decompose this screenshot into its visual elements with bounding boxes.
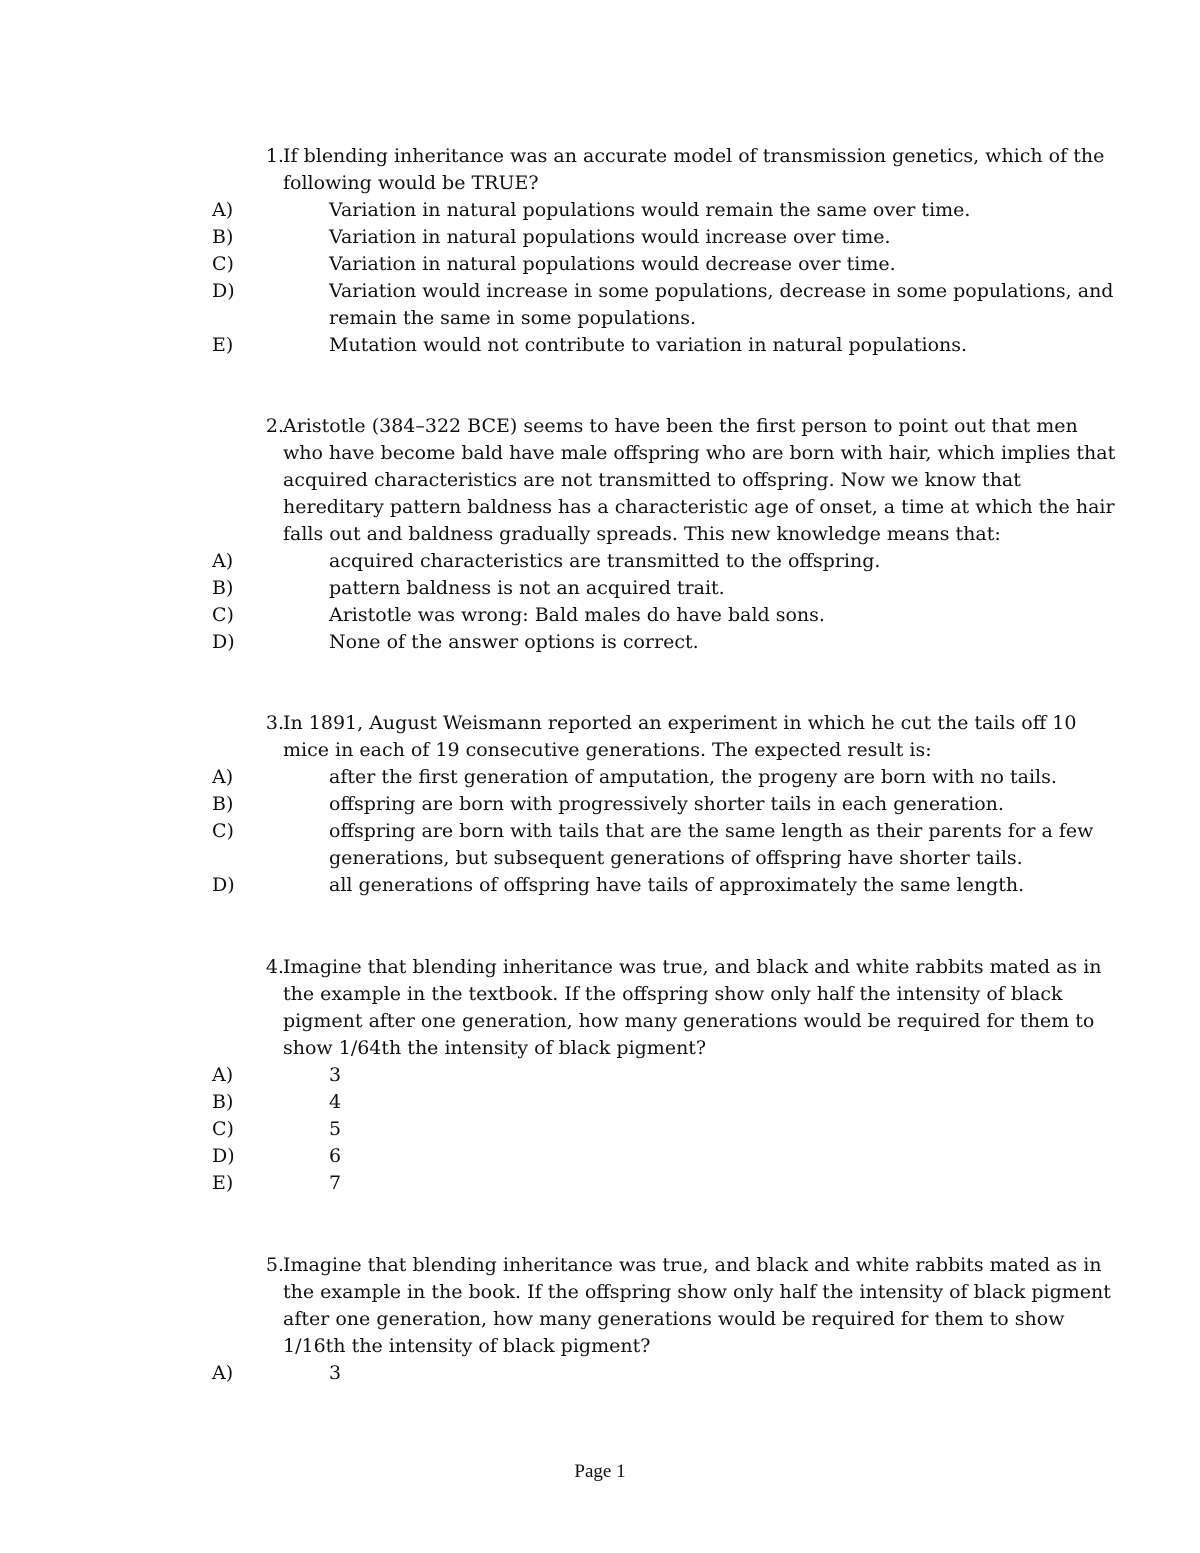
choice-text: 3 bbox=[329, 1362, 342, 1384]
question-4 bbox=[0, 954, 1200, 1197]
choice-letter: B) bbox=[212, 793, 234, 815]
choice-text: 3 bbox=[329, 1064, 342, 1086]
choice-letter: C) bbox=[212, 604, 234, 626]
choice-text: 5 bbox=[329, 1118, 342, 1140]
choice-letter: B) bbox=[212, 1091, 234, 1113]
question-text: If blending inheritance was an accurate model of transmission genetics, which of the following would be TRUE? bbox=[283, 145, 1105, 194]
choice-text: 4 bbox=[329, 1091, 342, 1113]
choice-letter: C) bbox=[212, 253, 234, 275]
question-5 bbox=[0, 1252, 1200, 1387]
page-number: Page 1 bbox=[574, 1461, 626, 1482]
choice-letter: A) bbox=[212, 199, 234, 221]
choice-letter: C) bbox=[212, 1118, 234, 1140]
question-number: 2. bbox=[265, 415, 284, 437]
choice-text: None of the answer options is correct. bbox=[329, 631, 699, 653]
choice-letter: E) bbox=[212, 334, 234, 356]
answer-choice-a bbox=[0, 548, 1200, 575]
choice-letter: D) bbox=[212, 631, 235, 653]
question-3 bbox=[0, 710, 1200, 899]
answer-choice-b bbox=[0, 1089, 1200, 1116]
choice-letter: B) bbox=[212, 226, 234, 248]
choice-text: Mutation would not contribute to variation in natural populations. bbox=[329, 334, 968, 356]
choice-letter: A) bbox=[212, 1064, 234, 1086]
choice-text: acquired characteristics are transmitted to the offspring. bbox=[329, 550, 881, 572]
choice-text: Variation in natural populations would remain the same over time. bbox=[329, 199, 971, 221]
answer-choice-a bbox=[0, 1062, 1200, 1089]
choice-letter: E) bbox=[212, 1172, 234, 1194]
choice-letter: A) bbox=[212, 766, 234, 788]
answer-choice-d bbox=[0, 872, 1200, 899]
choice-text: offspring are born with tails that are the same length as their parents for a few generations, but subsequent generations of offspring have shorter tails. bbox=[329, 820, 1094, 869]
answer-choice-b bbox=[0, 575, 1200, 602]
question-1 bbox=[0, 143, 1200, 359]
choice-letter: A) bbox=[212, 1362, 234, 1384]
answer-choice-e bbox=[0, 332, 1200, 359]
answer-choice-b bbox=[0, 224, 1200, 251]
question-text: Imagine that blending inheritance was true, and black and white rabbits mated as in the example in the textbook. If the offspring show only half the intensity of black pigment after one generation, how many generations would be required for them to show 1/64th the intensity of black pigment? bbox=[283, 956, 1102, 1059]
choice-text: Variation would increase in some populations, decrease in some populations, and remain the same in some populations. bbox=[329, 280, 1114, 329]
answer-choice-a bbox=[0, 1360, 1200, 1387]
choice-letter: D) bbox=[212, 1145, 235, 1167]
answer-choice-c bbox=[0, 818, 1200, 872]
answer-choice-d bbox=[0, 278, 1200, 332]
question-stem bbox=[0, 413, 1200, 548]
choice-text: 6 bbox=[329, 1145, 342, 1167]
choice-text: Variation in natural populations would decrease over time. bbox=[329, 253, 896, 275]
answer-choice-d bbox=[0, 629, 1200, 656]
question-text: Aristotle (384–322 BCE) seems to have been the first person to point out that men who have become bald have male offspring who are born with hair, which implies that acquired characteristics are not transmitted to offspring. Now we know that hereditary pattern baldness has a characteristic age of onset, a time at which the hair falls out and baldness gradually spreads. This new knowledge means that: bbox=[283, 415, 1116, 545]
answer-choice-a bbox=[0, 197, 1200, 224]
question-number: 5. bbox=[265, 1254, 284, 1276]
answer-choice-a bbox=[0, 764, 1200, 791]
question-stem bbox=[0, 143, 1200, 197]
choice-text: all generations of offspring have tails of approximately the same length. bbox=[329, 874, 1025, 896]
answer-choice-b bbox=[0, 791, 1200, 818]
choice-text: Variation in natural populations would increase over time. bbox=[329, 226, 891, 248]
question-number: 3. bbox=[265, 712, 284, 734]
choice-text: offspring are born with progressively shorter tails in each generation. bbox=[329, 793, 1004, 815]
choice-text: after the first generation of amputation, the progeny are born with no tails. bbox=[329, 766, 1057, 788]
choice-letter: C) bbox=[212, 820, 234, 842]
question-stem bbox=[0, 1252, 1200, 1360]
choice-text: Aristotle was wrong: Bald males do have bald sons. bbox=[329, 604, 825, 626]
answer-choice-c bbox=[0, 251, 1200, 278]
question-number: 1. bbox=[265, 145, 284, 167]
choice-letter: A) bbox=[212, 550, 234, 572]
question-text: In 1891, August Weismann reported an experiment in which he cut the tails off 10 mice in each of 19 consecutive generations. The expected result is: bbox=[283, 712, 1077, 761]
choice-letter: D) bbox=[212, 280, 235, 302]
choice-text: pattern baldness is not an acquired trait. bbox=[329, 577, 725, 599]
answer-choice-e bbox=[0, 1170, 1200, 1197]
choice-letter: B) bbox=[212, 577, 234, 599]
question-2 bbox=[0, 413, 1200, 656]
answer-choice-d bbox=[0, 1143, 1200, 1170]
question-number: 4. bbox=[265, 956, 284, 978]
choice-text: 7 bbox=[329, 1172, 342, 1194]
choice-letter: D) bbox=[212, 874, 235, 896]
answer-choice-c bbox=[0, 1116, 1200, 1143]
page-footer bbox=[0, 1460, 1200, 1484]
question-text: Imagine that blending inheritance was true, and black and white rabbits mated as in the example in the book. If the offspring show only half the intensity of black pigment after one generation, how many generations would be required for them to show 1/16th the intensity of black pigment? bbox=[283, 1254, 1111, 1357]
question-stem bbox=[0, 954, 1200, 1062]
question-stem bbox=[0, 710, 1200, 764]
answer-choice-c bbox=[0, 602, 1200, 629]
